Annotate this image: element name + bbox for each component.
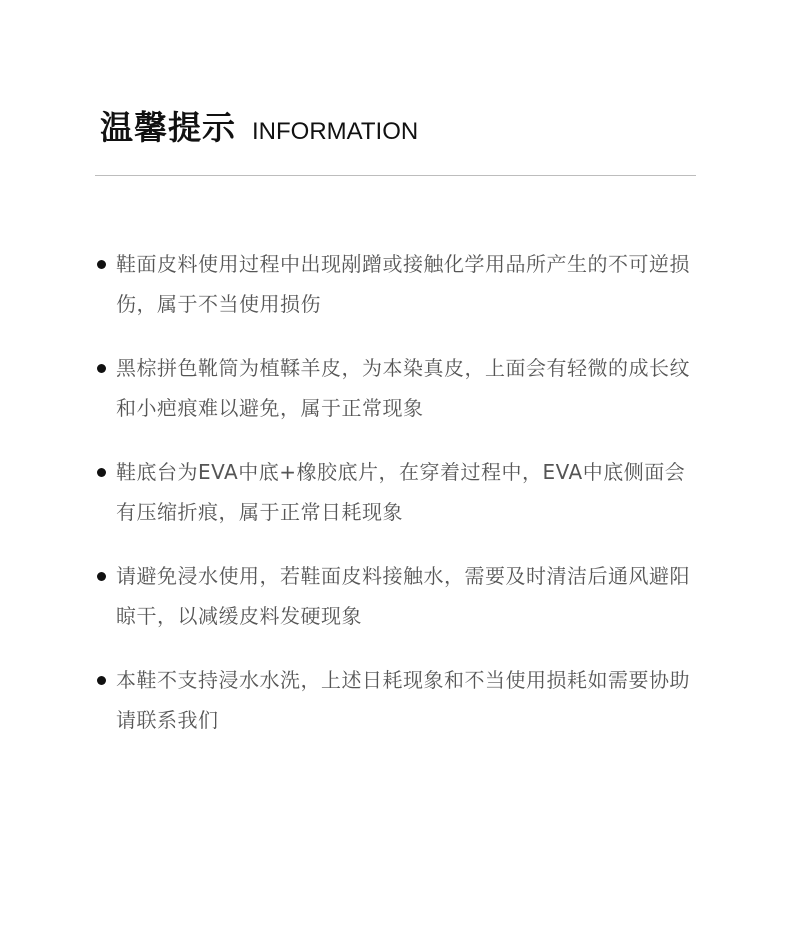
list-item	[95, 348, 695, 428]
header	[100, 102, 700, 152]
list-item	[95, 244, 695, 324]
note-text: 鞋底台为EVA中底+橡胶底片，在穿着过程中，EVA中底侧面会有压缩折痕，属于正常日耗现象	[116, 460, 686, 524]
bullet-icon	[97, 676, 106, 685]
note-text: 鞋面皮料使用过程中出现剐蹭或接触化学用品所产生的不可逆损伤，属于不当使用损伤	[116, 252, 690, 316]
bullet-icon	[97, 572, 106, 581]
bullet-icon	[97, 364, 106, 373]
note-text: 请避免浸水使用，若鞋面皮料接触水，需要及时清洁后通风避阳晾干，以减缓皮料发硬现象	[116, 564, 690, 628]
page-subtitle: INFORMATION	[252, 118, 419, 145]
list-item	[95, 556, 695, 636]
note-text: 本鞋不支持浸水水洗，上述日耗现象和不当使用损耗如需要协助请联系我们	[116, 668, 690, 732]
divider	[95, 175, 696, 176]
bullet-icon	[97, 260, 106, 269]
note-text: 黑棕拼色靴筒为植鞣羊皮，为本染真皮，上面会有轻微的成长纹和小疤痕难以避免，属于正常现象	[116, 356, 690, 420]
notes-list	[95, 244, 695, 764]
list-item	[95, 660, 695, 740]
list-item	[95, 452, 695, 532]
bullet-icon	[97, 468, 106, 477]
page-title: 温馨提示	[100, 108, 236, 147]
